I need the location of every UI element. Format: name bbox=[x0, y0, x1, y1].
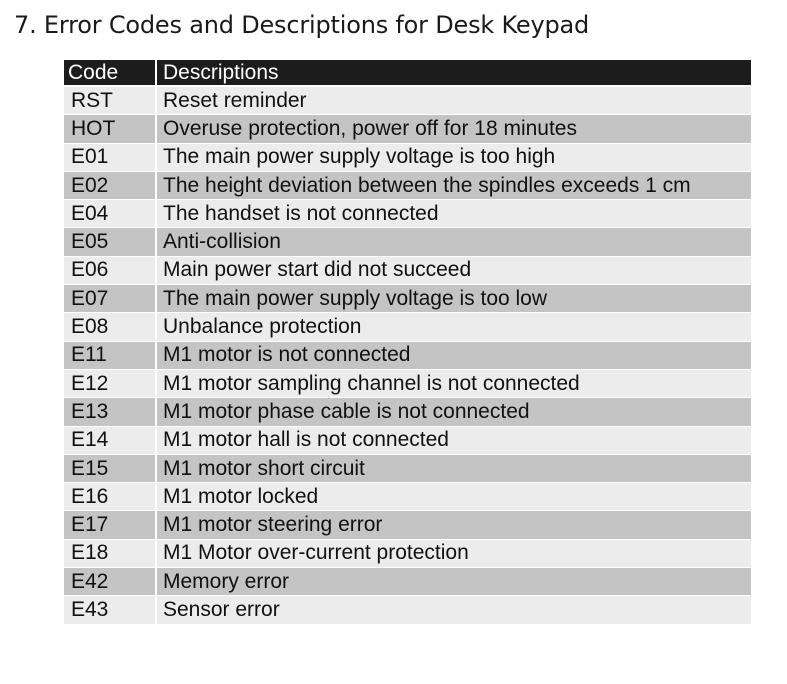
table-row bbox=[64, 256, 751, 284]
table-row bbox=[64, 426, 751, 454]
error-code-cell: E08 bbox=[64, 313, 156, 341]
error-description-cell: Memory error bbox=[156, 568, 751, 596]
error-code-cell: E18 bbox=[64, 539, 156, 567]
table-row bbox=[64, 285, 751, 313]
error-description-cell: Anti-collision bbox=[156, 228, 751, 256]
table-body bbox=[64, 86, 751, 624]
error-code-cell: E11 bbox=[64, 341, 156, 369]
error-code-cell: E15 bbox=[64, 454, 156, 482]
error-description-cell: M1 motor hall is not connected bbox=[156, 426, 751, 454]
error-code-cell: E43 bbox=[64, 596, 156, 624]
error-description-cell: M1 motor locked bbox=[156, 483, 751, 511]
error-description-cell: The height deviation between the spindles exceeds 1 cm bbox=[156, 171, 751, 199]
error-codes-table bbox=[64, 60, 751, 625]
table-row bbox=[64, 568, 751, 596]
error-description-cell: M1 Motor over-current protection bbox=[156, 539, 751, 567]
table-row bbox=[64, 483, 751, 511]
error-description-cell: M1 motor short circuit bbox=[156, 454, 751, 482]
error-code-cell: HOT bbox=[64, 115, 156, 143]
table-row bbox=[64, 596, 751, 624]
table-row bbox=[64, 143, 751, 171]
error-description-cell: Overuse protection, power off for 18 minutes bbox=[156, 115, 751, 143]
error-description-cell: M1 motor sampling channel is not connected bbox=[156, 369, 751, 397]
table-row bbox=[64, 86, 751, 115]
error-description-cell: M1 motor steering error bbox=[156, 511, 751, 539]
error-description-cell: Main power start did not succeed bbox=[156, 256, 751, 284]
error-description-cell: Sensor error bbox=[156, 596, 751, 624]
table-row bbox=[64, 341, 751, 369]
error-code-cell: E14 bbox=[64, 426, 156, 454]
table-row bbox=[64, 313, 751, 341]
table-row bbox=[64, 171, 751, 199]
header-row bbox=[64, 60, 751, 86]
error-code-cell: E07 bbox=[64, 285, 156, 313]
error-description-cell: The main power supply voltage is too high bbox=[156, 143, 751, 171]
error-code-cell: E01 bbox=[64, 143, 156, 171]
error-description-cell: Reset reminder bbox=[156, 86, 751, 115]
error-code-cell: E02 bbox=[64, 171, 156, 199]
table-row bbox=[64, 398, 751, 426]
error-code-cell: E42 bbox=[64, 568, 156, 596]
table-header bbox=[64, 60, 751, 86]
error-description-cell: M1 motor phase cable is not connected bbox=[156, 398, 751, 426]
column-header-code: Code bbox=[64, 60, 156, 86]
error-code-cell: E16 bbox=[64, 483, 156, 511]
error-description-cell: Unbalance protection bbox=[156, 313, 751, 341]
error-code-cell: E17 bbox=[64, 511, 156, 539]
error-description-cell: The handset is not connected bbox=[156, 200, 751, 228]
error-code-cell: E04 bbox=[64, 200, 156, 228]
table-row bbox=[64, 115, 751, 143]
error-code-cell: RST bbox=[64, 86, 156, 115]
table-row bbox=[64, 200, 751, 228]
page-title: 7. Error Codes and Descriptions for Desk Keypad bbox=[14, 11, 590, 39]
error-code-cell: E06 bbox=[64, 256, 156, 284]
error-code-cell: E12 bbox=[64, 369, 156, 397]
table-row bbox=[64, 369, 751, 397]
error-description-cell: The main power supply voltage is too low bbox=[156, 285, 751, 313]
error-description-cell: M1 motor is not connected bbox=[156, 341, 751, 369]
table-row bbox=[64, 511, 751, 539]
column-header-descriptions: Descriptions bbox=[156, 60, 751, 86]
table-row bbox=[64, 454, 751, 482]
error-code-cell: E13 bbox=[64, 398, 156, 426]
table-row bbox=[64, 539, 751, 567]
table-row bbox=[64, 228, 751, 256]
error-code-cell: E05 bbox=[64, 228, 156, 256]
